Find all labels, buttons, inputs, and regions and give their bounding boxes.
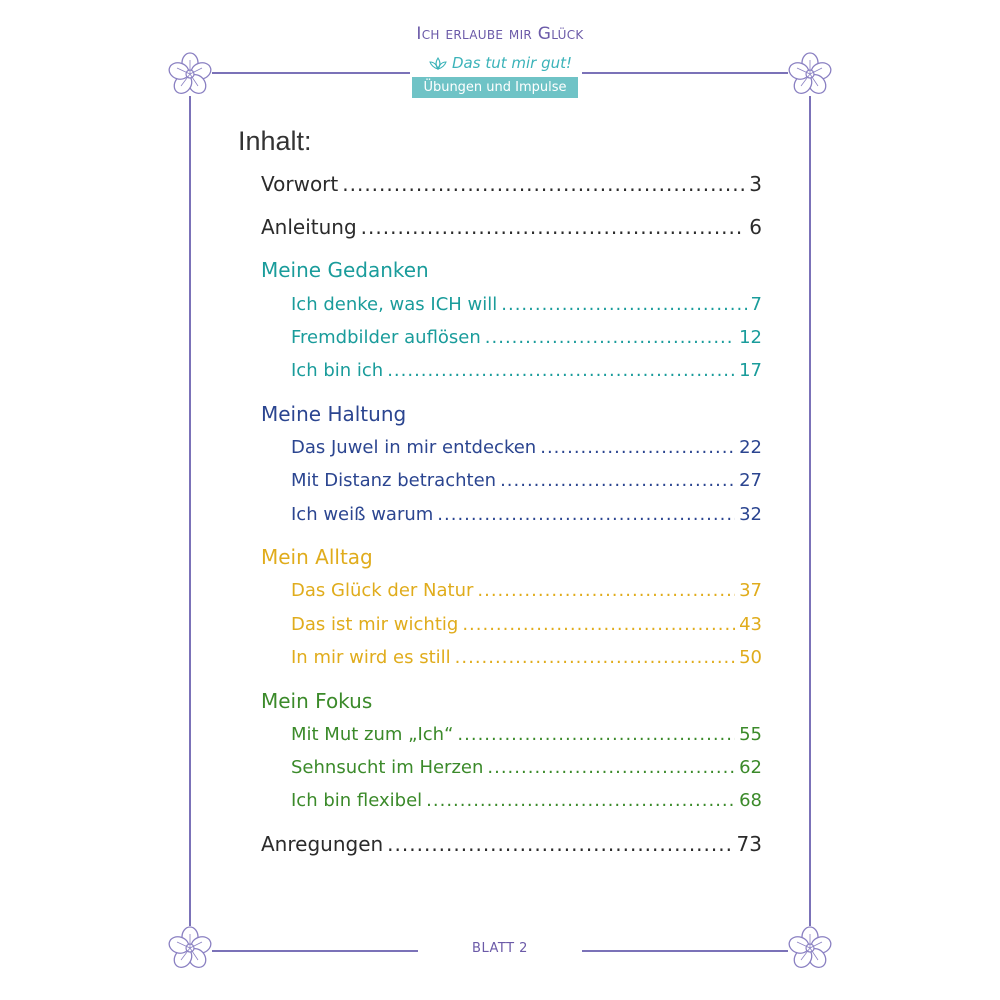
frame-right-line bbox=[809, 96, 811, 926]
page-label: BLATT 2 bbox=[472, 941, 528, 956]
toc-entry-label: Ich bin flexibel bbox=[291, 790, 423, 811]
toc-entry-anleitung[interactable] bbox=[261, 215, 762, 239]
dot-leader bbox=[457, 724, 735, 745]
toc-entry-page: 3 bbox=[749, 172, 762, 196]
dot-leader bbox=[500, 470, 735, 491]
toc-entry-label: Vorwort bbox=[261, 172, 339, 196]
toc-entry-label: Das Glück der Natur bbox=[291, 580, 474, 601]
toc-section-heading[interactable]: Meine Haltung bbox=[261, 402, 407, 426]
toc-subentry[interactable] bbox=[291, 790, 762, 811]
toc-entry-page: 73 bbox=[736, 832, 762, 856]
toc-subentry[interactable] bbox=[291, 724, 762, 745]
frame-top-left-line bbox=[212, 72, 410, 74]
toc-entry-page: 43 bbox=[739, 614, 762, 635]
toc-entry-label: Das ist mir wichtig bbox=[291, 614, 459, 635]
toc-entry-label: Ich denke, was ICH will bbox=[291, 294, 498, 315]
series-title: Ich erlaube mir Glück bbox=[416, 24, 584, 44]
toc-entry-page: 68 bbox=[739, 790, 762, 811]
toc-subentry[interactable] bbox=[291, 647, 762, 668]
toc-entry-page: 62 bbox=[739, 757, 762, 778]
toc-subentry[interactable] bbox=[291, 470, 762, 491]
toc-entry-label: Ich bin ich bbox=[291, 360, 384, 381]
toc-subentry[interactable] bbox=[291, 327, 762, 348]
dot-leader bbox=[455, 647, 735, 668]
toc-entry-label: Anregungen bbox=[261, 832, 384, 856]
dot-leader bbox=[437, 504, 735, 525]
dot-leader bbox=[387, 832, 732, 856]
toc-entry-label: Sehnsucht im Herzen bbox=[291, 757, 484, 778]
tagline-badge: Übungen und Impulse bbox=[412, 77, 578, 98]
toc-entry-page: 32 bbox=[739, 504, 762, 525]
frame-top-right-line bbox=[582, 72, 788, 74]
toc-entry-label: Fremdbilder auflösen bbox=[291, 327, 481, 348]
toc-subentry[interactable] bbox=[291, 437, 762, 458]
lotus-icon bbox=[428, 57, 448, 71]
toc-entry-label: Das Juwel in mir entdecken bbox=[291, 437, 537, 458]
dot-leader bbox=[361, 215, 746, 239]
frame-left-line bbox=[189, 96, 191, 926]
dot-leader bbox=[501, 294, 746, 315]
toc-entry-label: Anleitung bbox=[261, 215, 357, 239]
toc-entry-label: In mir wird es still bbox=[291, 647, 451, 668]
toc-entry-label: Ich weiß warum bbox=[291, 504, 434, 525]
toc-entry-label: Mit Distanz betrachten bbox=[291, 470, 497, 491]
subtitle bbox=[0, 54, 1000, 72]
dot-leader bbox=[487, 757, 735, 778]
toc-entry-page: 27 bbox=[739, 470, 762, 491]
toc-entry-page: 12 bbox=[739, 327, 762, 348]
toc-subentry[interactable] bbox=[291, 757, 762, 778]
toc-section-heading[interactable]: Mein Alltag bbox=[261, 545, 373, 569]
dot-leader bbox=[342, 172, 745, 196]
dot-leader bbox=[485, 327, 735, 348]
toc-entry-page: 50 bbox=[739, 647, 762, 668]
toc-entry-page: 7 bbox=[750, 294, 762, 315]
toc-section-heading[interactable]: Mein Fokus bbox=[261, 689, 373, 713]
toc-entry-page: 17 bbox=[739, 360, 762, 381]
toc-entry-page: 55 bbox=[739, 724, 762, 745]
dot-leader bbox=[477, 580, 735, 601]
toc-subentry[interactable] bbox=[291, 360, 762, 381]
toc-entry-label: Mit Mut zum „Ich“ bbox=[291, 724, 454, 745]
toc-subentry[interactable] bbox=[291, 294, 762, 315]
dot-leader bbox=[462, 614, 735, 635]
toc-title: Inhalt: bbox=[238, 126, 312, 156]
toc-entry-page: 22 bbox=[739, 437, 762, 458]
toc-section-heading[interactable]: Meine Gedanken bbox=[261, 258, 429, 282]
subtitle-text: Das tut mir gut! bbox=[452, 54, 572, 72]
dot-leader bbox=[387, 360, 735, 381]
dot-leader bbox=[426, 790, 735, 811]
toc-entry-vorwort[interactable] bbox=[261, 172, 762, 196]
dot-leader bbox=[540, 437, 735, 458]
toc-subentry[interactable] bbox=[291, 504, 762, 525]
toc-entry-page: 6 bbox=[749, 215, 762, 239]
toc-entry-anregungen[interactable] bbox=[261, 832, 762, 856]
toc-subentry[interactable] bbox=[291, 580, 762, 601]
toc-subentry[interactable] bbox=[291, 614, 762, 635]
toc-entry-page: 37 bbox=[739, 580, 762, 601]
